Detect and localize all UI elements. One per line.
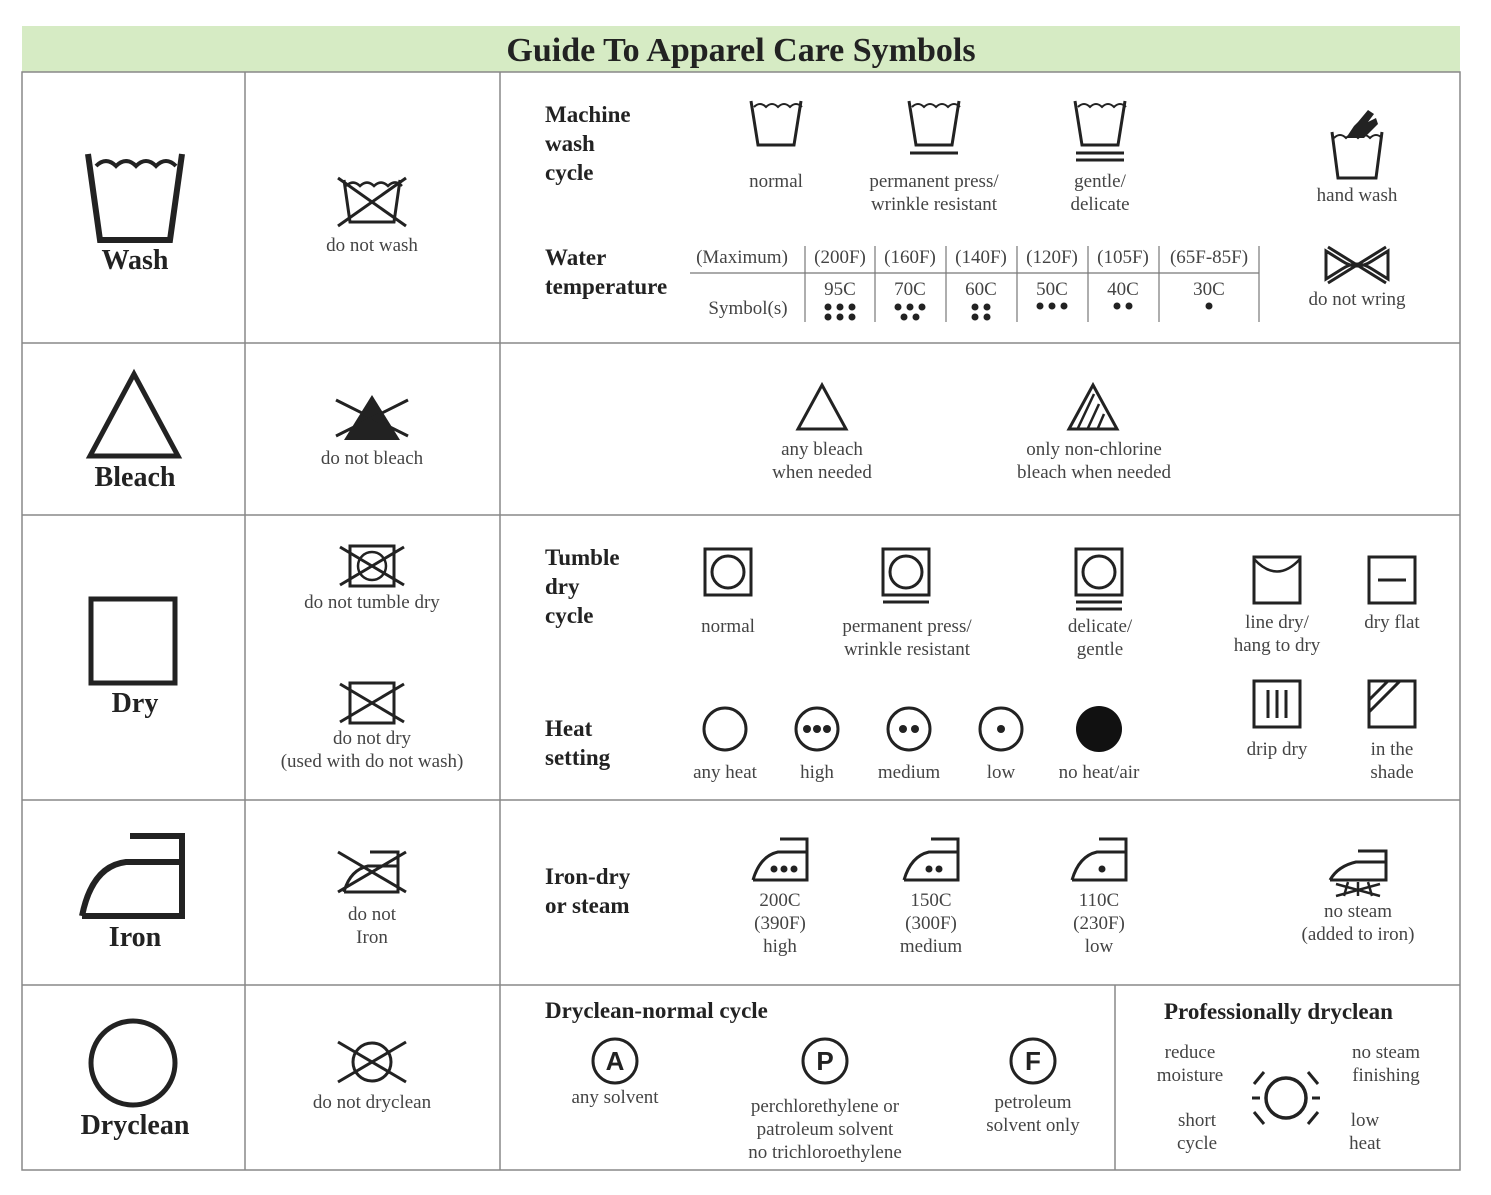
do-not-tumble-dry-label: do not tumble dry <box>304 592 440 613</box>
do-not-wash-icon <box>336 176 408 228</box>
temp-f-140: (140F) <box>955 247 1007 268</box>
temp-f-120: (120F) <box>1026 247 1078 268</box>
no-steam-label: no steam (added to iron) <box>1301 901 1415 945</box>
category-wash: Wash <box>101 245 169 276</box>
any-bleach-label: any bleach when needed <box>772 439 872 483</box>
do-not-iron-icon <box>336 848 408 896</box>
maximum-label: (Maximum) <box>696 247 788 268</box>
low-heat-label: low heat <box>1349 1110 1381 1154</box>
non-chlorine-bleach-label: only non-chlorine bleach when needed <box>1016 439 1172 483</box>
temp-f-200: (200F) <box>814 247 866 268</box>
iron-low-icon <box>1069 836 1129 884</box>
non-chlorine-bleach-icon <box>1066 382 1120 432</box>
svg-text:P: P <box>816 1046 834 1076</box>
professionally-dryclean-label: Professionally dryclean <box>1164 999 1393 1024</box>
wash-tub-icon <box>86 152 184 244</box>
tumble-cycle-delicate: delicate/ gentle <box>1067 616 1133 660</box>
heat-low: low <box>986 762 1016 783</box>
svg-text:A: A <box>605 1046 625 1076</box>
bleach-triangle-icon <box>86 370 182 460</box>
heat-any: any heat <box>693 762 757 783</box>
dryclean-circle-icon <box>87 1017 179 1109</box>
do-not-bleach-label: do not bleach <box>320 448 424 469</box>
no-steam-icon <box>1326 848 1390 898</box>
iron-dry-steam-label: Iron-dry or steam <box>545 864 631 918</box>
iron-icon <box>78 832 186 920</box>
heat-none: no heat/air <box>1058 762 1140 783</box>
dryclean-normal-label: Dryclean-normal cycle <box>545 998 768 1023</box>
tumble-dry-normal-icon <box>702 546 754 598</box>
category-dry: Dry <box>111 688 159 719</box>
line-dry-label: line dry/ hang to dry <box>1233 612 1321 656</box>
do-not-dryclean-label: do not dryclean <box>312 1092 432 1113</box>
temp-dots-3-icon <box>1034 300 1070 312</box>
temp-c-70: 70C <box>894 279 926 300</box>
dry-in-shade-icon <box>1366 678 1418 730</box>
temp-c-40: 40C <box>1107 279 1139 300</box>
solvent-a-icon <box>590 1036 640 1086</box>
do-not-tumble-dry-icon <box>338 543 406 589</box>
short-cycle-label: short cycle <box>1176 1110 1218 1154</box>
iron-setting-low: 110C (230F) low <box>1073 890 1125 957</box>
hand-wash-icon <box>1328 108 1386 180</box>
washtub-gentle-icon <box>1072 98 1128 164</box>
temp-c-30: 30C <box>1193 279 1225 300</box>
do-not-bleach-icon <box>334 392 410 444</box>
machine-wash-label: Machine wash cycle <box>545 102 631 185</box>
do-not-iron-label: do not Iron <box>347 904 397 948</box>
temp-dots-1-icon <box>1203 300 1215 312</box>
dry-flat-icon <box>1366 554 1418 606</box>
page-title: Guide To Apparel Care Symbols <box>22 26 1460 72</box>
low-heat-icon <box>977 705 1025 753</box>
washtub-normal-icon <box>748 98 804 148</box>
professional-dryclean-icon <box>1250 1068 1322 1128</box>
wash-cycle-gentle: gentle/ delicate <box>1070 171 1130 215</box>
reduce-moisture-label: reduce moisture <box>1156 1042 1224 1086</box>
heat-medium: medium <box>877 762 941 783</box>
tumble-cycle-normal: normal <box>701 616 755 637</box>
medium-heat-icon <box>885 705 933 753</box>
do-not-dry-icon <box>338 680 406 726</box>
no-heat-icon <box>1075 705 1123 753</box>
tumble-cycle-permanent-press: permanent press/ wrinkle resistant <box>842 616 972 660</box>
do-not-dryclean-icon <box>336 1036 408 1088</box>
high-heat-icon <box>793 705 841 753</box>
washtub-permanent-press-icon <box>906 98 962 158</box>
temp-f-105: (105F) <box>1097 247 1149 268</box>
heat-setting-label: Heat setting <box>545 716 611 770</box>
category-bleach: Bleach <box>94 462 176 493</box>
iron-setting-medium: 150C (300F) medium <box>899 890 963 957</box>
category-dryclean: Dryclean <box>80 1110 190 1141</box>
temp-dots-2-icon <box>1111 300 1135 312</box>
drip-dry-icon <box>1251 678 1303 730</box>
temp-c-95: 95C <box>824 279 856 300</box>
wash-cycle-permanent-press: permanent press/ wrinkle resistant <box>869 171 999 215</box>
tumble-dry-permanent-press-icon <box>880 546 932 606</box>
iron-setting-high: 200C (390F) high <box>754 890 806 957</box>
iron-high-icon <box>750 836 810 884</box>
wash-cycle-normal: normal <box>749 171 803 192</box>
dry-square-icon <box>88 596 178 686</box>
any-bleach-icon <box>795 382 849 432</box>
dry-flat-label: dry flat <box>1364 612 1420 633</box>
temp-dots-4-icon <box>969 302 993 322</box>
do-not-wash-label: do not wash <box>326 235 418 256</box>
tumble-dry-delicate-icon <box>1073 546 1125 612</box>
any-heat-icon <box>701 705 749 753</box>
water-temperature-label: Water temperature <box>545 245 668 299</box>
temp-c-50: 50C <box>1036 279 1068 300</box>
temp-f-65-85: (65F-85F) <box>1169 247 1249 268</box>
temp-f-160: (160F) <box>884 247 936 268</box>
do-not-wring-icon <box>1322 245 1392 285</box>
do-not-wring-label: do not wring <box>1308 289 1406 310</box>
symbols-label: Symbol(s) <box>708 298 788 319</box>
solvent-p-icon <box>800 1036 850 1086</box>
no-steam-finishing-label: no steam finishing <box>1351 1042 1421 1086</box>
temp-dots-5-icon <box>892 302 928 322</box>
temp-dots-6-icon <box>822 302 858 322</box>
drip-dry-label: drip dry <box>1246 739 1308 760</box>
dry-in-shade-label: in the shade <box>1370 739 1414 783</box>
svg-text:F: F <box>1025 1046 1041 1076</box>
solvent-f-label: petroleum solvent only <box>986 1092 1080 1136</box>
temp-c-60: 60C <box>965 279 997 300</box>
heat-high: high <box>800 762 834 783</box>
do-not-dry-label: do not dry (used with do not wash) <box>280 728 464 772</box>
solvent-f-icon <box>1008 1036 1058 1086</box>
hand-wash-label: hand wash <box>1316 185 1398 206</box>
category-iron: Iron <box>108 922 162 953</box>
iron-medium-icon <box>901 836 961 884</box>
solvent-any-label: any solvent <box>571 1087 659 1108</box>
solvent-p-label: perchlorethylene or patroleum solvent no trichloroethylene <box>748 1096 902 1163</box>
tumble-dry-label: Tumble dry cycle <box>545 545 620 628</box>
line-dry-icon <box>1251 554 1303 606</box>
